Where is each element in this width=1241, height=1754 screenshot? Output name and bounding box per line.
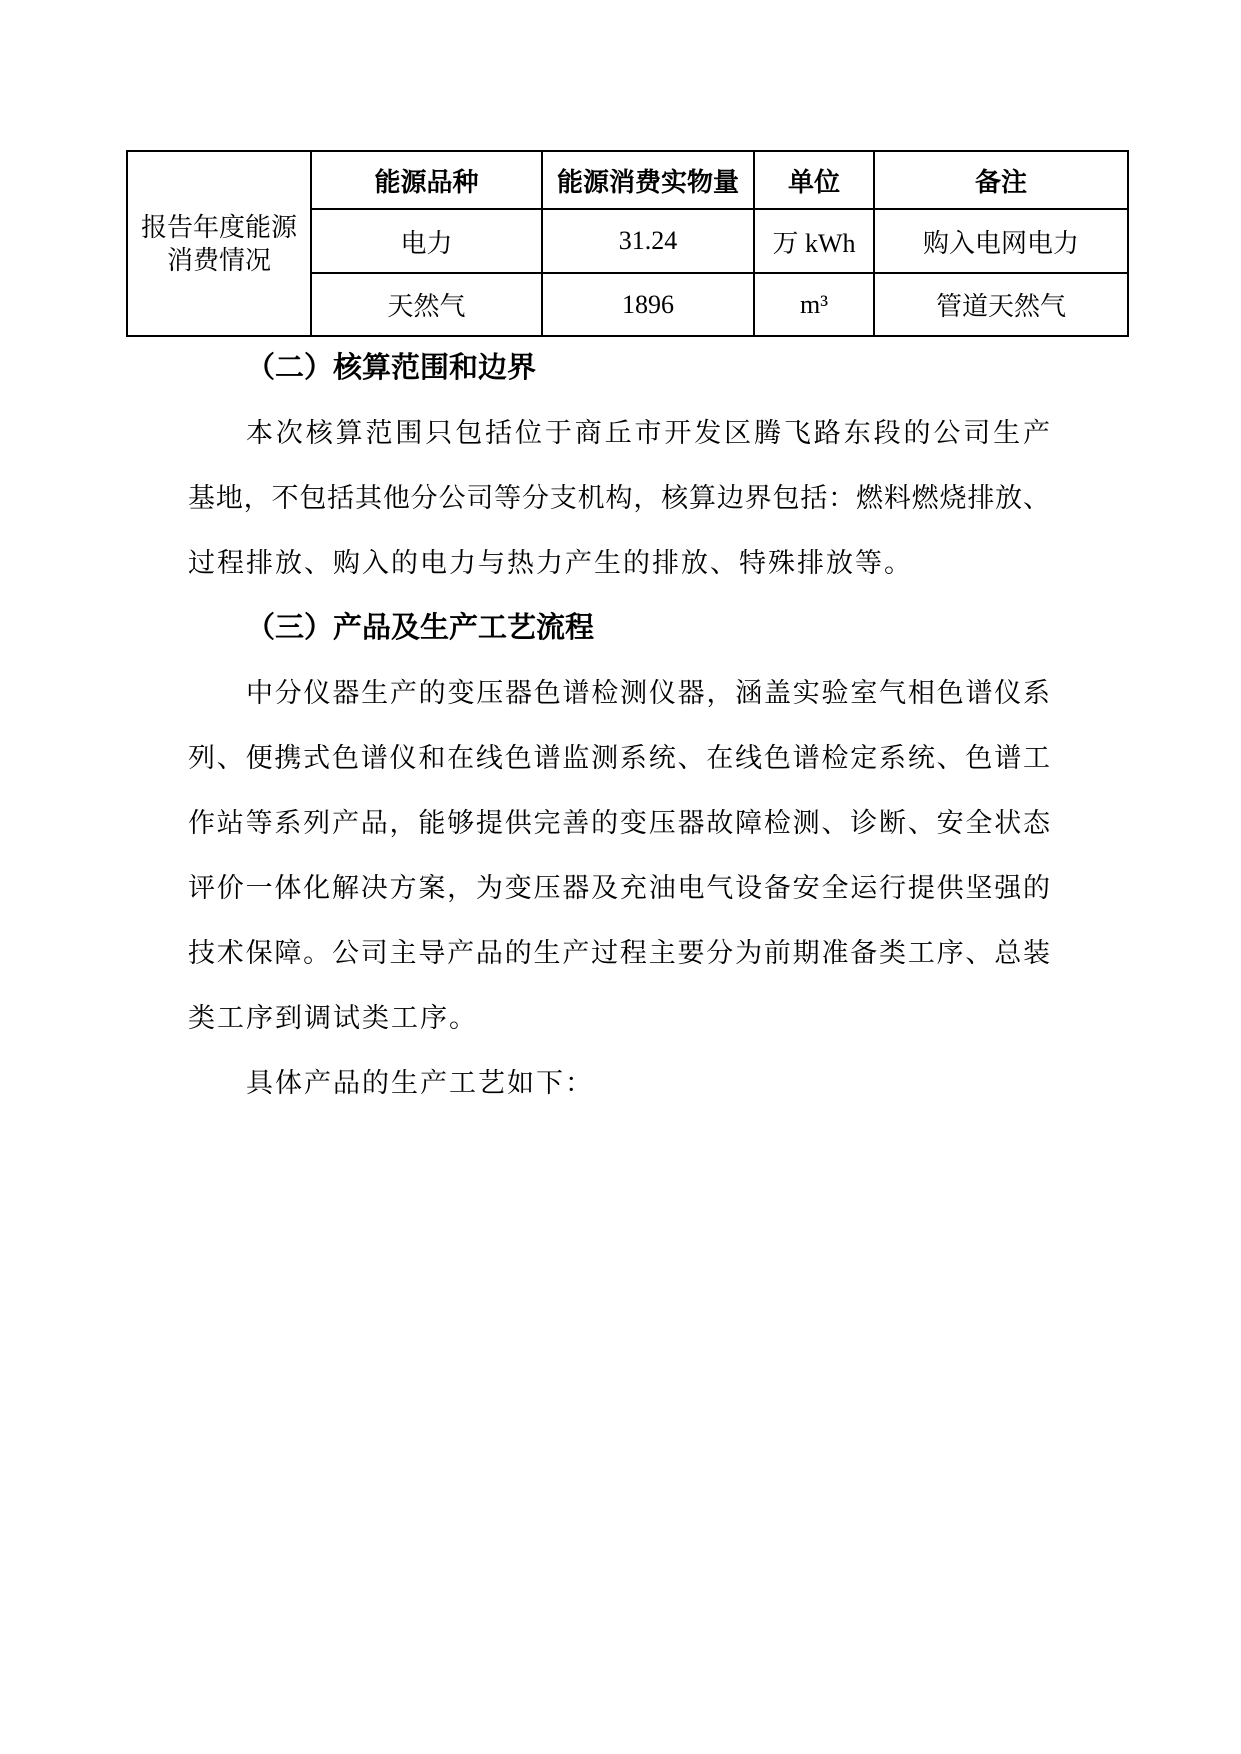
column-header-consumption-amount: 能源消费实物量 — [542, 151, 754, 209]
paragraph-line: 评价一体化解决方案，为变压器及充油电气设备安全运行提供坚强的 — [188, 873, 1050, 903]
paragraph-line: 作站等系列产品，能够提供完善的变压器故障检测、诊断、安全状态 — [188, 808, 1050, 838]
row-header-line-2: 消费情况 — [166, 245, 271, 275]
section-heading-accounting-scope: （二）核算范围和边界 — [246, 352, 537, 384]
paragraph-line: 中分仪器生产的变压器色谱检测仪器，涵盖实验室气相色谱仪系 — [246, 678, 1050, 708]
column-header-unit: 单位 — [754, 151, 874, 209]
paragraph-line: 技术保障。公司主导产品的生产过程主要分为前期准备类工序、总装 — [188, 938, 1050, 968]
cell-note: 管道天然气 — [874, 273, 1128, 336]
cell-energy-type: 天然气 — [311, 273, 542, 336]
paragraph-line: 过程排放、购入的电力与热力产生的排放、特殊排放等。 — [188, 548, 913, 578]
paragraph-line: 类工序到调试类工序。 — [188, 1003, 478, 1033]
paragraph-line: 列、便携式色谱仪和在线色谱监测系统、在线色谱检定系统、色谱工 — [188, 743, 1050, 773]
cell-unit: m³ — [754, 273, 874, 336]
table-row-header-annual-energy — [127, 151, 311, 336]
table-header-row — [127, 151, 1128, 209]
cell-amount: 31.24 — [542, 209, 754, 273]
paragraph-line: 本次核算范围只包括位于商丘市开发区腾飞路东段的公司生产 — [246, 418, 1050, 448]
cell-amount: 1896 — [542, 273, 754, 336]
cell-unit: 万 kWh — [754, 209, 874, 273]
body-text — [188, 336, 1050, 1116]
column-header-note: 备注 — [874, 151, 1128, 209]
cell-energy-type: 电力 — [311, 209, 542, 273]
cell-note: 购入电网电力 — [874, 209, 1128, 273]
paragraph-line: 基地，不包括其他分公司等分支机构，核算边界包括：燃料燃烧排放、 — [188, 483, 1050, 513]
paragraph-line: 具体产品的生产工艺如下： — [246, 1068, 594, 1098]
energy-consumption-table — [126, 150, 1129, 337]
column-header-energy-type: 能源品种 — [311, 151, 542, 209]
section-heading-products-process: （三）产品及生产工艺流程 — [246, 612, 595, 644]
row-header-line-1: 报告年度能源 — [140, 212, 297, 242]
